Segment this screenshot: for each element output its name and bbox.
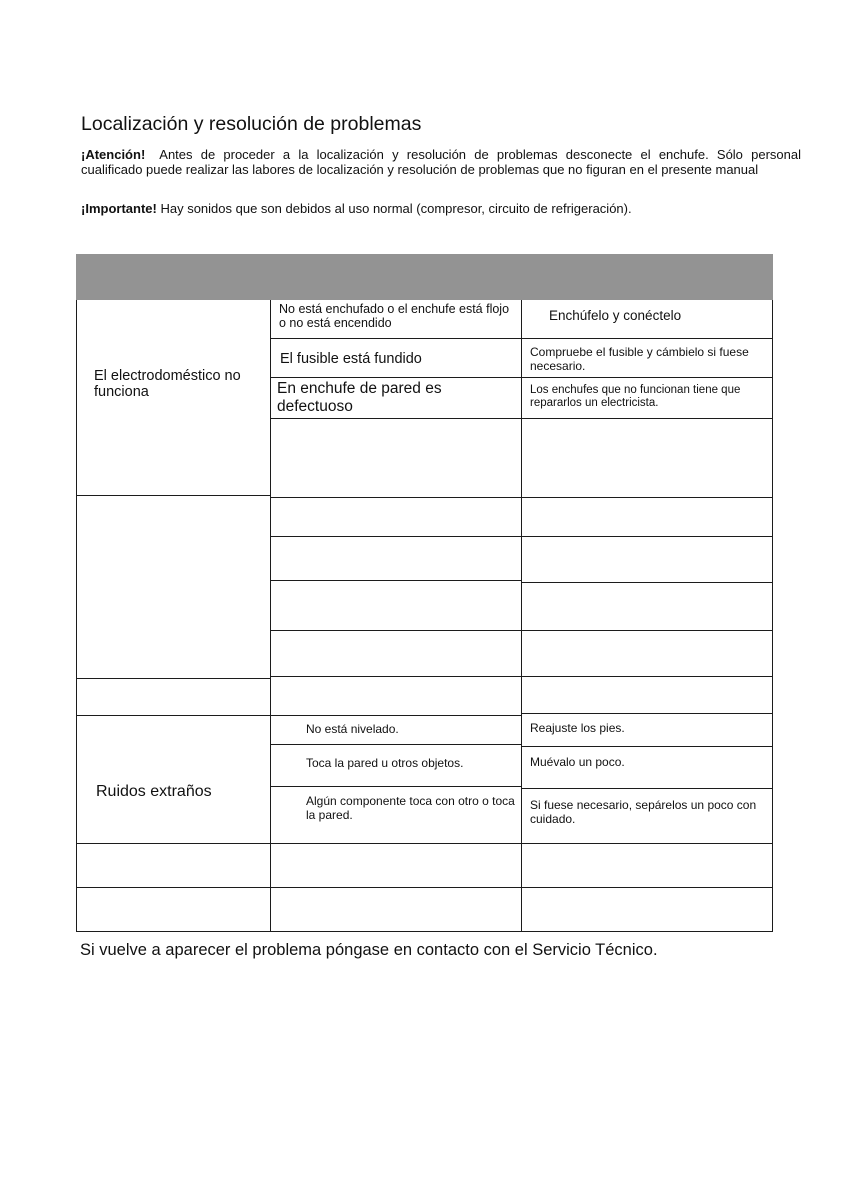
cause-cell: No está nivelado.	[306, 722, 399, 736]
row-rule	[270, 536, 521, 537]
page-title: Localización y resolución de problemas	[81, 113, 422, 135]
row-rule	[521, 536, 773, 537]
important-text: Hay sonidos que son debidos al uso normal (compresor, circuito de refrigeración).	[160, 201, 632, 216]
attention-note	[81, 147, 801, 177]
problem-strange-noises: Ruidos extraños	[96, 783, 212, 800]
row-rule	[76, 715, 270, 716]
cause-cell: El fusible está fundido	[280, 351, 422, 367]
row-rule	[270, 887, 521, 888]
solution-cell: Muévalo un poco.	[530, 755, 625, 769]
row-rule	[270, 843, 521, 844]
row-rule	[270, 744, 521, 745]
row-rule	[521, 338, 773, 339]
solution-cell: Compruebe el fusible y cámbielo si fuese necesario.	[530, 345, 749, 373]
row-rule	[521, 377, 773, 378]
row-rule	[76, 495, 270, 496]
important-label: ¡Importante!	[81, 201, 157, 216]
cause-cell: Algún componente toca con otro o toca la pared.	[306, 794, 515, 822]
row-rule	[521, 887, 773, 888]
row-rule	[76, 678, 270, 679]
row-rule	[270, 580, 521, 581]
row-rule	[521, 418, 773, 419]
attention-label: ¡Atención!	[81, 147, 146, 162]
table-border-bottom	[76, 931, 773, 932]
row-rule	[521, 497, 773, 498]
row-rule	[270, 676, 521, 677]
row-rule	[521, 630, 773, 631]
row-rule	[270, 338, 521, 339]
cause-cell: Toca la pared u otros objetos.	[306, 756, 464, 770]
solution-cell: Si fuese necesario, sepárelos un poco con cuidado.	[530, 798, 757, 826]
row-rule	[521, 676, 773, 677]
row-rule	[76, 887, 270, 888]
column-divider-1	[270, 300, 271, 932]
solution-cell: Reajuste los pies.	[530, 721, 625, 735]
important-note	[81, 201, 801, 216]
row-rule	[270, 418, 521, 419]
column-divider-2	[521, 300, 522, 932]
row-rule	[521, 582, 773, 583]
footer-note: Si vuelve a aparecer el problema póngase en contacto con el Servicio Técnico.	[80, 941, 658, 959]
solution-cell: Los enchufes que no funcionan tiene que repararlos un electricista.	[530, 384, 741, 409]
row-rule	[76, 843, 270, 844]
row-rule	[270, 630, 521, 631]
row-rule	[521, 843, 773, 844]
row-rule	[521, 746, 773, 747]
row-rule	[270, 497, 521, 498]
table-border-left	[76, 300, 77, 932]
table-border-right	[772, 300, 773, 932]
row-rule	[270, 715, 521, 716]
row-rule	[521, 713, 773, 714]
row-rule	[270, 786, 521, 787]
problem-not-working: El electrodoméstico no funciona	[94, 368, 241, 400]
cause-cell: No está enchufado o el enchufe está flojo o no está encendido	[279, 302, 510, 330]
table-header-band	[76, 254, 773, 300]
cause-cell: En enchufe de pared es defectuoso	[277, 380, 442, 415]
solution-cell: Enchúfelo y conéctelo	[549, 308, 682, 323]
row-rule	[270, 377, 521, 378]
row-rule	[521, 788, 773, 789]
attention-text: Antes de proceder a la localización y resolución de problemas desconecte el enchufe. Sólo personal cualificado puede realizar las labores de localización y resolución de problemas que no figuran en el presente manual	[81, 147, 801, 177]
